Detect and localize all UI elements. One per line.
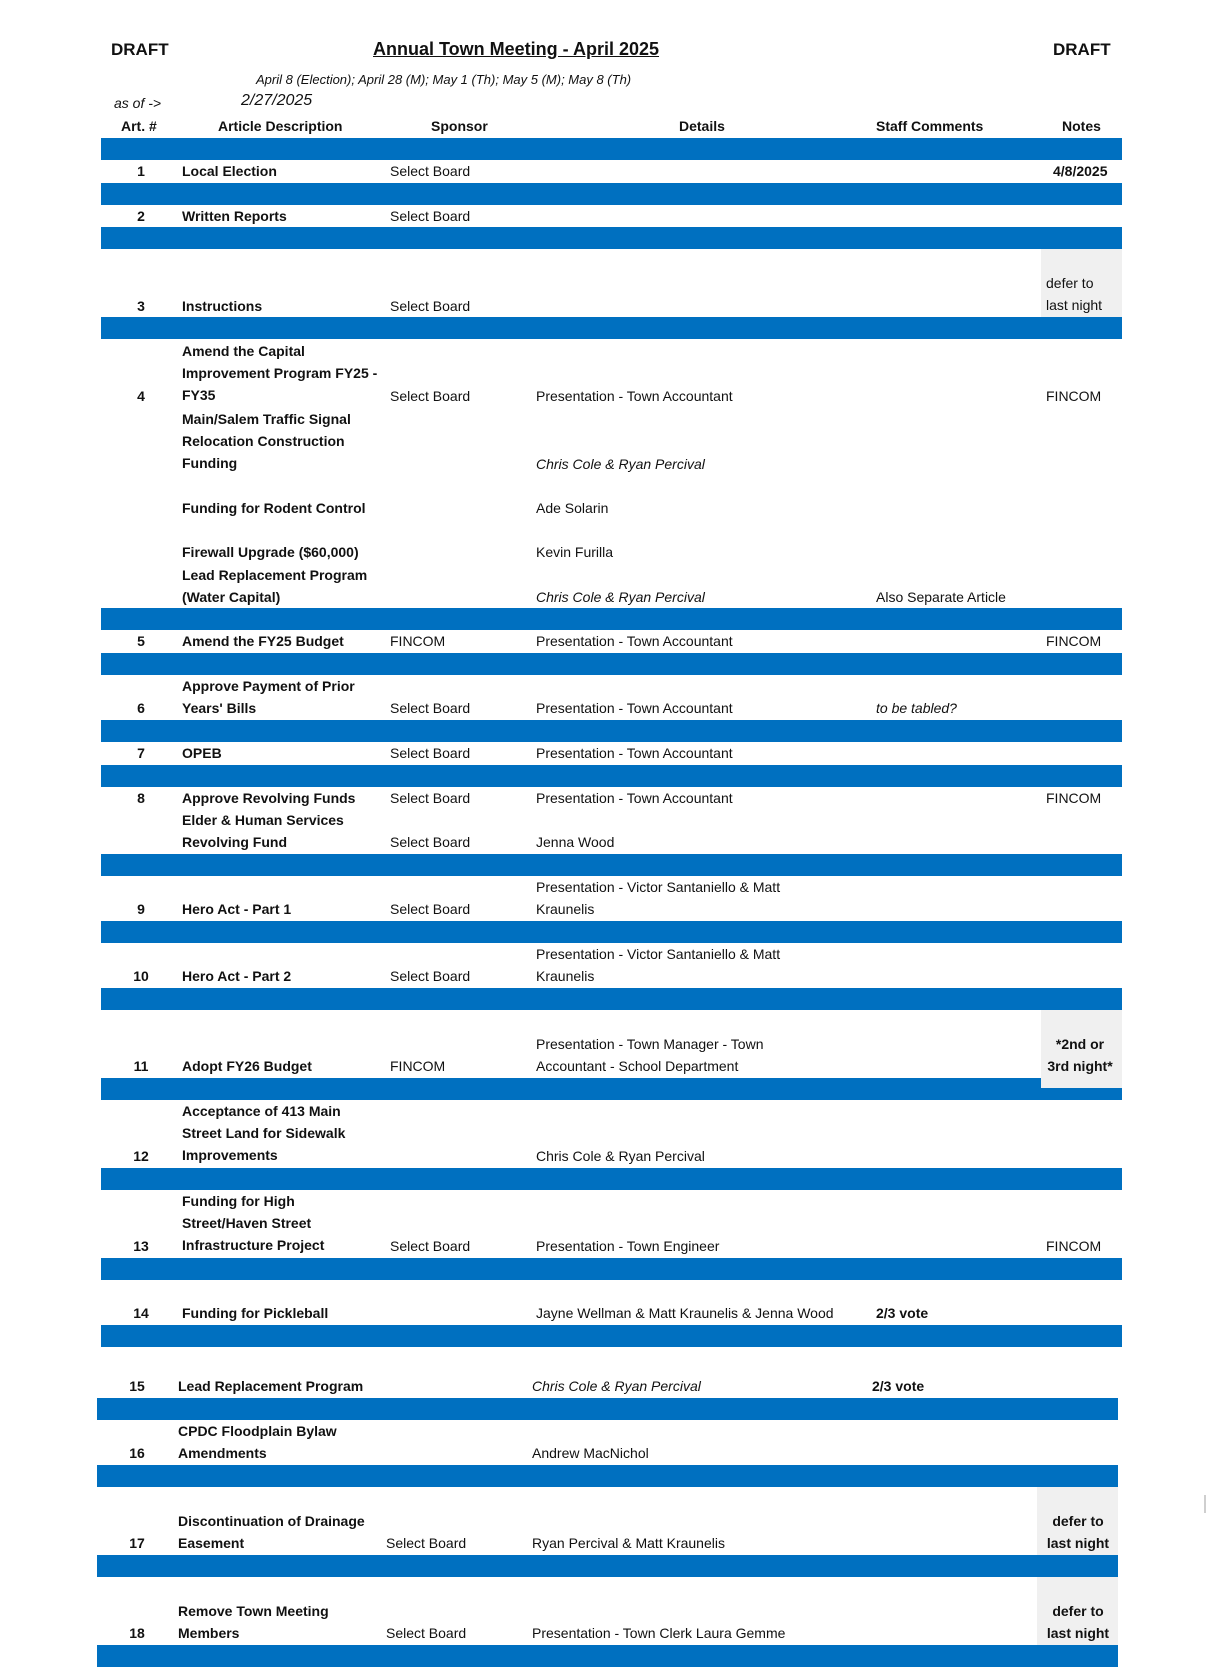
article-number: 1: [137, 163, 145, 179]
row-separator: [101, 921, 1122, 943]
page-title: Annual Town Meeting - April 2025: [373, 39, 660, 59]
article-details: Andrew MacNichol: [532, 1445, 649, 1461]
sub-item-details: Chris Cole & Ryan Percival: [536, 589, 705, 605]
article-number: 17: [129, 1535, 145, 1551]
article-sponsor: Select Board: [390, 1238, 471, 1254]
article-description: Hero Act - Part 2: [182, 968, 292, 984]
article-number: 13: [133, 1238, 149, 1254]
col-header-details: Details: [679, 118, 725, 134]
article-notes: FINCOM: [1046, 1238, 1102, 1254]
article-details: Chris Cole & Ryan Percival: [536, 1148, 705, 1164]
article-number: 5: [137, 633, 145, 649]
article-details: Presentation - Victor Santaniello & Matt Kraunelis: [536, 946, 781, 984]
article-description: Funding for High Street/Haven Street Infrastructure Project: [182, 1193, 325, 1253]
sub-item-description: Elder & Human Services Revolving Fund: [182, 812, 344, 850]
sub-item-description: Lead Replacement Program (Water Capital): [182, 567, 368, 605]
row-separator: [101, 765, 1122, 787]
article-number: 16: [129, 1445, 145, 1461]
row-separator: [101, 653, 1122, 675]
article-description: Instructions: [182, 298, 263, 314]
article-description: Approve Payment of Prior Years' Bills: [182, 678, 355, 716]
row-separator: [101, 138, 1122, 160]
article-description: Funding for Pickleball: [182, 1305, 329, 1321]
row-separator: [97, 1645, 1118, 1667]
sub-item-details: Ade Solarin: [536, 500, 609, 516]
article-details: Jayne Wellman & Matt Kraunelis & Jenna Wood: [536, 1305, 834, 1321]
sub-item-details: Jenna Wood: [536, 834, 615, 850]
page-edge-mark: [1204, 1495, 1206, 1513]
row-separator: [97, 1555, 1118, 1577]
as-of-date: 2/27/2025: [241, 92, 313, 109]
col-header-staff-comments: Staff Comments: [876, 118, 984, 134]
article-description: Remove Town Meeting Members: [178, 1603, 329, 1641]
row-separator: [101, 227, 1122, 249]
article-number: 11: [133, 1058, 149, 1074]
sub-item-sponsor: Select Board: [390, 834, 471, 850]
article-sponsor: FINCOM: [390, 633, 446, 649]
article-details: Presentation - Town Clerk Laura Gemme: [532, 1625, 786, 1641]
col-header-art-no: Art. #: [121, 118, 157, 134]
article-notes: defer to last night: [1046, 275, 1103, 313]
article-number: 2: [137, 208, 145, 224]
draft-label-left: DRAFT: [111, 40, 169, 59]
article-details: Presentation - Town Accountant: [536, 700, 733, 716]
article-description: OPEB: [182, 745, 222, 761]
row-separator: [101, 1325, 1122, 1347]
row-separator: [101, 988, 1122, 1010]
article-number: 14: [133, 1305, 149, 1321]
article-description: CPDC Floodplain Bylaw Amendments: [178, 1423, 337, 1461]
article-number: 3: [137, 298, 145, 314]
article-details: Presentation - Town Accountant: [536, 633, 733, 649]
article-number: 6: [137, 700, 145, 716]
article-description: Hero Act - Part 1: [182, 901, 292, 917]
article-sponsor: Select Board: [390, 901, 471, 917]
article-notes: 4/8/2025: [1053, 163, 1108, 179]
col-header-notes: Notes: [1062, 118, 1101, 134]
article-notes: FINCOM: [1046, 790, 1102, 806]
article-staff-comment: 2/3 vote: [876, 1305, 929, 1321]
sub-item-description: Funding for Rodent Control: [182, 500, 366, 516]
article-sponsor: Select Board: [386, 1535, 467, 1551]
col-header-sponsor: Sponsor: [431, 118, 488, 134]
article-details: Presentation - Town Accountant: [536, 745, 733, 761]
article-sponsor: FINCOM: [390, 1058, 446, 1074]
row-separator: [101, 1258, 1122, 1280]
article-notes: defer to last night: [1046, 1513, 1110, 1551]
col-header-description: Article Description: [218, 118, 343, 134]
row-separator: [101, 854, 1122, 876]
article-sponsor: Select Board: [390, 163, 471, 179]
article-staff-comment: 2/3 vote: [872, 1378, 925, 1394]
row-separator: [101, 183, 1122, 205]
article-description: Amend the FY25 Budget: [182, 633, 344, 649]
row-separator: [101, 720, 1122, 742]
article-sponsor: Select Board: [390, 790, 471, 806]
article-description: Acceptance of 413 Main Street Land for Sidewalk Improvements: [182, 1103, 346, 1163]
draft-label-right: DRAFT: [1053, 40, 1111, 59]
article-notes: defer to last night: [1046, 1603, 1110, 1641]
sub-item-staff-comment: Also Separate Article: [876, 589, 1006, 605]
article-notes: *2nd or 3rd night*: [1047, 1036, 1113, 1074]
article-number: 10: [133, 968, 149, 984]
row-separator: [101, 1168, 1122, 1190]
meeting-dates: April 8 (Election); April 28 (M); May 1 (Th); May 5 (M); May 8 (Th): [256, 72, 632, 87]
article-sponsor: Select Board: [390, 700, 471, 716]
article-sponsor: Select Board: [390, 388, 471, 404]
row-separator: [101, 1078, 1122, 1100]
article-description: Local Election: [182, 163, 277, 179]
article-sponsor: Select Board: [390, 208, 471, 224]
sub-item-details: Kevin Furilla: [536, 544, 614, 560]
article-details: Presentation - Town Accountant: [536, 790, 733, 806]
sub-item-details: Chris Cole & Ryan Percival: [536, 456, 705, 472]
article-details: Presentation - Town Manager - Town Accountant - School Department: [536, 1036, 764, 1074]
article-notes: FINCOM: [1046, 633, 1102, 649]
article-number: 12: [133, 1148, 149, 1164]
article-number: 18: [129, 1625, 145, 1641]
row-separator: [97, 1398, 1118, 1420]
article-sponsor: Select Board: [386, 1625, 467, 1641]
article-details: Presentation - Victor Santaniello & Matt Kraunelis: [536, 879, 781, 917]
row-separator: [101, 317, 1122, 339]
article-sponsor: Select Board: [390, 968, 471, 984]
article-details: Presentation - Town Engineer: [536, 1238, 720, 1254]
article-sponsor: Select Board: [390, 298, 471, 314]
article-description: Discontinuation of Drainage Easement: [178, 1513, 365, 1551]
article-description: Lead Replacement Program: [178, 1378, 364, 1394]
article-details: Ryan Percival & Matt Kraunelis: [532, 1535, 725, 1551]
sub-item-description: Main/Salem Traffic Signal Relocation Construction Funding: [182, 411, 351, 471]
article-number: 8: [137, 790, 145, 806]
article-number: 7: [137, 745, 145, 761]
article-number: 4: [137, 388, 145, 404]
article-description: Approve Revolving Funds: [182, 790, 356, 806]
article-sponsor: Select Board: [390, 745, 471, 761]
sub-item-description: Firewall Upgrade ($60,000): [182, 544, 359, 560]
article-number: 15: [129, 1378, 145, 1394]
article-details: Presentation - Town Accountant: [536, 388, 733, 404]
article-description: Amend the Capital Improvement Program FY25 - FY35: [182, 343, 378, 403]
article-details: Chris Cole & Ryan Percival: [532, 1378, 701, 1394]
row-separator: [101, 608, 1122, 630]
article-description: Written Reports: [182, 208, 287, 224]
as-of-label: as of ->: [114, 95, 162, 111]
row-separator: [97, 1465, 1118, 1487]
article-notes: FINCOM: [1046, 388, 1102, 404]
article-staff-comment: to be tabled?: [876, 700, 957, 716]
article-description: Adopt FY26 Budget: [182, 1058, 312, 1074]
article-number: 9: [137, 901, 145, 917]
